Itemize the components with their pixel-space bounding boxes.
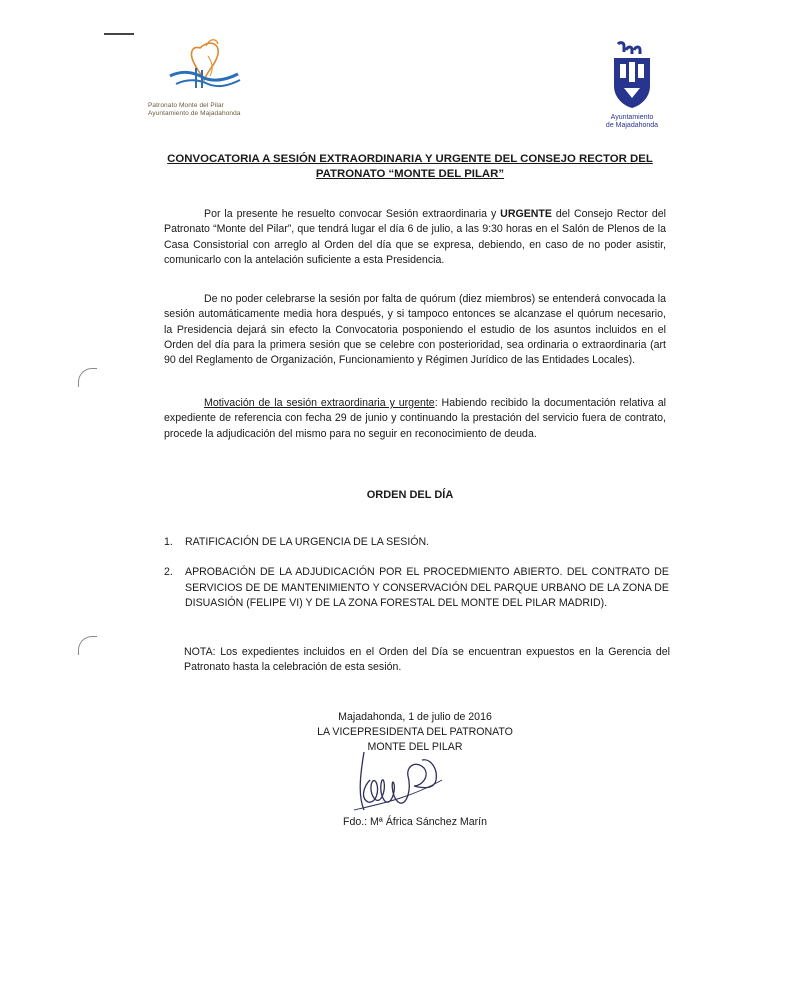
quorum-text: De no poder celebrarse la sesión por falta de quórum (diez miembros) se entenderá convocada la sesión automáticamente media hora después, y si tampoco entonces se alcanzase el quórum necesario, la Presidencia dejará sin efecto la Convocatoria posponiendo el estudio de los asuntos incluidos en el Orden del día para la primera sesión que se celebre con posterioridad, sea ordinaria o extraordinaria (art 90 del Reglamento de Organización, Funcionamiento y Régimen Jurídico de las Entidades Locales). (164, 293, 666, 367)
punch-hole-mark-top (78, 368, 97, 387)
convocation-paragraph (164, 207, 666, 268)
agenda-item-number: 2. (164, 566, 173, 578)
punch-hole-mark-bottom (78, 636, 97, 655)
ayuntamiento-logo (590, 40, 674, 130)
motivation-text: : Habiendo recibido la documentación relativa al expediente de referencia con fecha 29 de junio y continuando la prestación del servicio fuera de contrato, procede la adjudicación del mismo para no seguir en reconocimiento de deuda. (164, 397, 666, 440)
signer-role-line-1: LA VICEPRESIDENTA DEL PATRONATO (317, 726, 513, 738)
agenda-item (164, 565, 669, 612)
patronato-emblem-icon (148, 36, 258, 102)
document-title (150, 152, 670, 182)
agenda-item (164, 535, 669, 551)
handwritten-signature (350, 746, 460, 818)
convocation-text-start: Por la presente he resuelto convocar Sesión extraordinaria y (204, 208, 501, 220)
title-line-1: CONVOCATORIA A SESIÓN EXTRAORDINARIA Y URGENTE DEL CONSEJO RECTOR DEL (167, 153, 653, 165)
nota-paragraph: NOTA: Los expedientes incluidos en el Orden del Día se encuentran expuestos en la Gerencia del Patronato hasta la celebración de esta sesión. (184, 646, 670, 674)
patronato-logo-caption: Patronato Monte del Pilar Ayuntamiento de Majadahonda (148, 102, 241, 117)
place-date: Majadahonda, 1 de julio de 2016 (338, 711, 492, 723)
signer-role-line-2: MONTE DEL PILAR (367, 741, 463, 753)
agenda-item-number: 1. (164, 536, 173, 548)
urgente-emphasis: URGENTE (500, 208, 552, 220)
quorum-paragraph (164, 292, 666, 368)
title-line-2: PATRONATO “MONTE DEL PILAR” (315, 168, 505, 180)
patronato-logo (148, 36, 258, 120)
agenda-heading: ORDEN DEL DÍA (366, 489, 454, 501)
ayuntamiento-shield-icon (590, 40, 674, 112)
agenda-item-text: RATIFICACIÓN DE LA URGENCIA DE LA SESIÓN. (185, 536, 430, 548)
scan-artifact-line (104, 33, 134, 35)
ayuntamiento-logo-caption: Ayuntamiento de Majadahonda (605, 114, 659, 129)
signed-by: Fdo.: Mª África Sánchez Marín (342, 816, 488, 828)
motivation-paragraph (164, 396, 666, 442)
convocation-text-end: del Consejo Rector del Patronato “Monte del Pilar”, que tendrá lugar el día 6 de julio, a las 9:30 horas en el Salón de Plenos de la Casa Consistorial con arreglo al Orden del día que se expresa, debiendo, en caso de no poder asistir, comunicarlo con la antelación suficiente a esta Presidencia. (164, 208, 666, 266)
motivation-label: Motivación de la sesión extraordinaria y urgente (204, 397, 435, 409)
agenda-item-text: APROBACIÓN DE LA ADJUDICACIÓN POR EL PROCEDMIENTO ABIERTO. DEL CONTRATO DE SERVICIOS DE DE MANTENIMIENTO Y CONSERVACIÓN DEL PARQUE URBANO DE LA ZONA DE DISUASIÓN (FELIPE VI) Y DE LA ZONA FORESTAL DEL MONTE DEL PILAR MADRID). (185, 566, 669, 609)
